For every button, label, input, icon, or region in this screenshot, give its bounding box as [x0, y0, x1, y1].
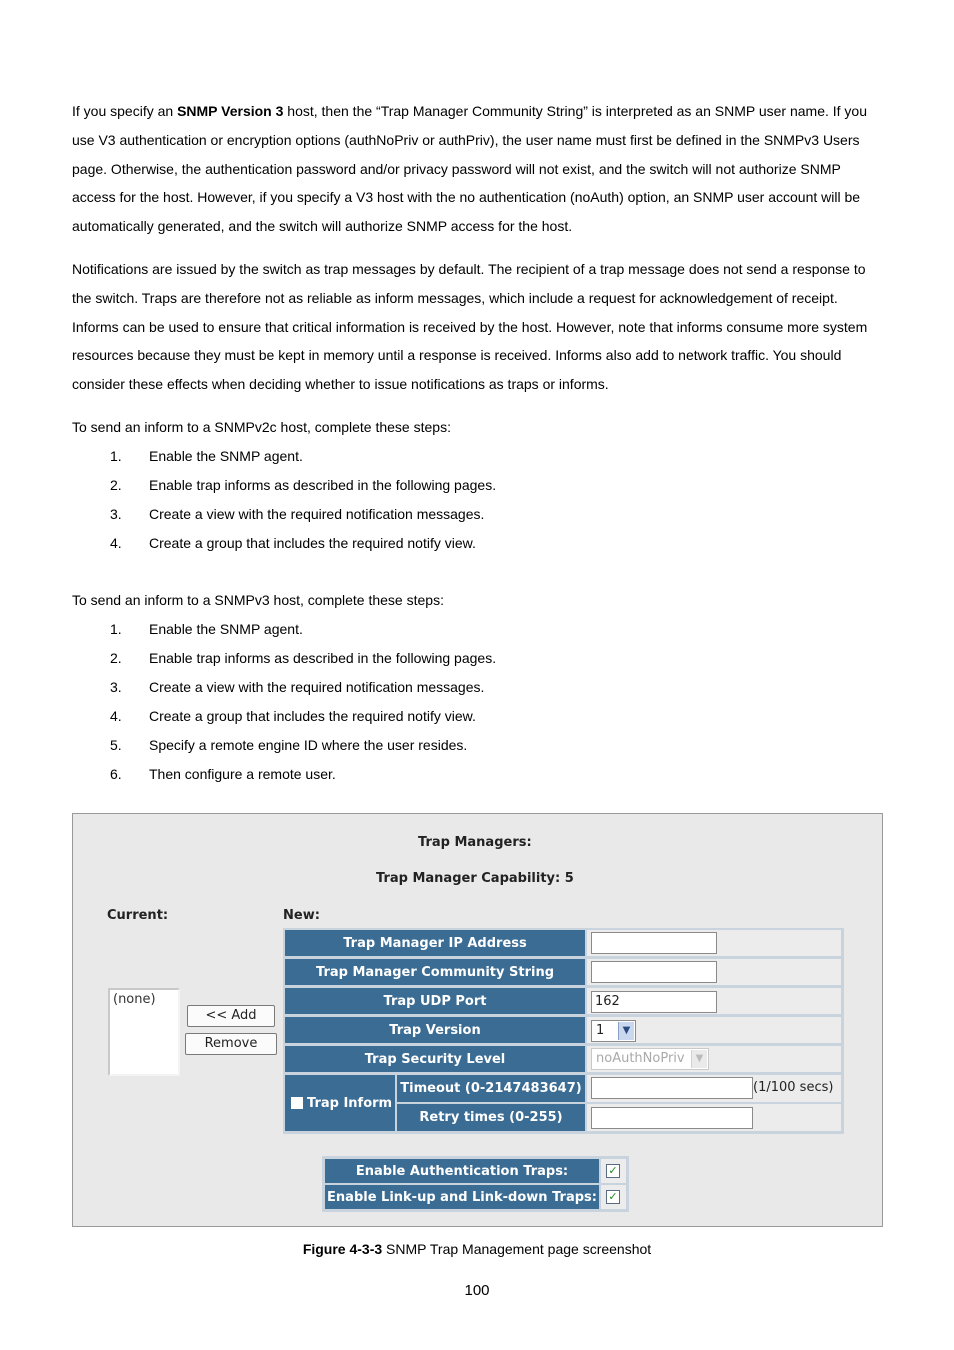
ip-address-input[interactable]	[591, 932, 717, 954]
trap-managers-screenshot	[72, 813, 883, 1227]
current-label: Current:	[107, 908, 169, 923]
udp-port-input[interactable]: 162	[591, 991, 717, 1013]
link-traps-label: Enable Link-up and Link-down Traps:	[325, 1185, 599, 1209]
retry-input[interactable]	[591, 1107, 753, 1129]
v3-intro: To send an inform to a SNMPv3 host, complete these steps:	[72, 592, 444, 608]
timeout-label: Timeout (0-2147483647)	[397, 1075, 585, 1102]
timeout-unit: (1/100 secs)	[753, 1080, 834, 1095]
link-traps-checkbox[interactable]: ✓	[606, 1190, 620, 1204]
list-item: 1. Enable the SNMP agent.	[110, 621, 303, 637]
ip-address-label: Trap Manager IP Address	[285, 930, 585, 956]
community-string-input[interactable]	[591, 961, 717, 983]
list-item: 2. Enable trap informs as described in the following pages.	[110, 477, 497, 493]
paragraph-notifications: Notifications are issued by the switch as trap messages by default. The recipient of a trap message does not send a response to the switch. Traps are therefore not as reliable as inform messages, which include a request for acknowledgement of receipt. Informs can be used to ensure that critical information is received by the host. However, note that informs consume more system resources because they must be kept in memory until a response is received. Informs also add to network traffic. You should consider these effects when deciding whether to issue notifications as traps or informs.	[72, 261, 868, 393]
security-level-label: Trap Security Level	[285, 1046, 585, 1072]
auth-traps-checkbox[interactable]: ✓	[606, 1164, 620, 1178]
v3-steps-list	[110, 615, 496, 789]
new-label: New:	[283, 908, 320, 923]
trap-options-table	[322, 1156, 629, 1212]
timeout-input[interactable]	[591, 1077, 753, 1099]
v2c-steps-list	[110, 442, 496, 558]
trap-manager-capability: Trap Manager Capability: 5	[376, 871, 574, 886]
paragraph-snmpv3: If you specify an SNMP Version 3 host, then the “Trap Manager Community String” is interpreted as an SNMP user name. If you use V3 authentication or encryption options (authNoPriv or authPriv), the user name must first be defined in the SNMPv3 Users page. Otherwise, the authentication password and/or privacy password will not exist, and the switch will not authorize SNMP access for the host. However, if you specify a V3 host with the no authentication (noAuth) option, an SNMP user account will be automatically generated, and the switch will authorize SNMP access for the host.	[72, 103, 868, 235]
v2c-intro: To send an inform to a SNMPv2c host, complete these steps:	[72, 419, 451, 435]
add-button[interactable]: << Add	[187, 1005, 275, 1027]
trap-managers-title: Trap Managers:	[418, 835, 532, 850]
list-item: 2. Enable trap informs as described in the following pages.	[110, 650, 497, 666]
figure-caption: Figure 4-3-3 SNMP Trap Management page screenshot	[302, 1241, 652, 1257]
chevron-down-icon: ▼	[691, 1050, 707, 1068]
list-item: 3. Create a view with the required notification messages.	[110, 679, 485, 695]
remove-button[interactable]: Remove	[185, 1033, 277, 1055]
new-trap-manager-form	[283, 928, 844, 1134]
security-level-select: noAuthNoPriv ▼	[591, 1048, 709, 1070]
udp-port-label: Trap UDP Port	[285, 988, 585, 1014]
trap-version-select[interactable]: 1 ▼	[591, 1020, 636, 1042]
list-item: 4. Create a group that includes the required notify view.	[110, 535, 476, 551]
trap-inform-checkbox[interactable]	[291, 1097, 303, 1109]
list-item: 5. Specify a remote engine ID where the user resides.	[110, 737, 468, 753]
list-item[interactable]: (none)	[113, 992, 156, 1007]
chevron-down-icon: ▼	[618, 1022, 634, 1040]
retry-label: Retry times (0-255)	[397, 1104, 585, 1131]
list-item: 1. Enable the SNMP agent.	[110, 448, 303, 464]
community-string-label: Trap Manager Community String	[285, 959, 585, 985]
list-item: 6. Then configure a remote user.	[110, 766, 336, 782]
auth-traps-label: Enable Authentication Traps:	[325, 1159, 599, 1183]
page-number: 100	[464, 1282, 490, 1299]
trap-version-label: Trap Version	[285, 1017, 585, 1043]
list-item: 4. Create a group that includes the required notify view.	[110, 708, 476, 724]
list-item: 3. Create a view with the required notification messages.	[110, 506, 485, 522]
current-trap-managers-list[interactable]	[108, 988, 180, 1076]
bold-snmp-version-3: SNMP Version 3	[177, 103, 284, 119]
trap-inform-cell[interactable]: Trap Inform	[285, 1075, 395, 1131]
